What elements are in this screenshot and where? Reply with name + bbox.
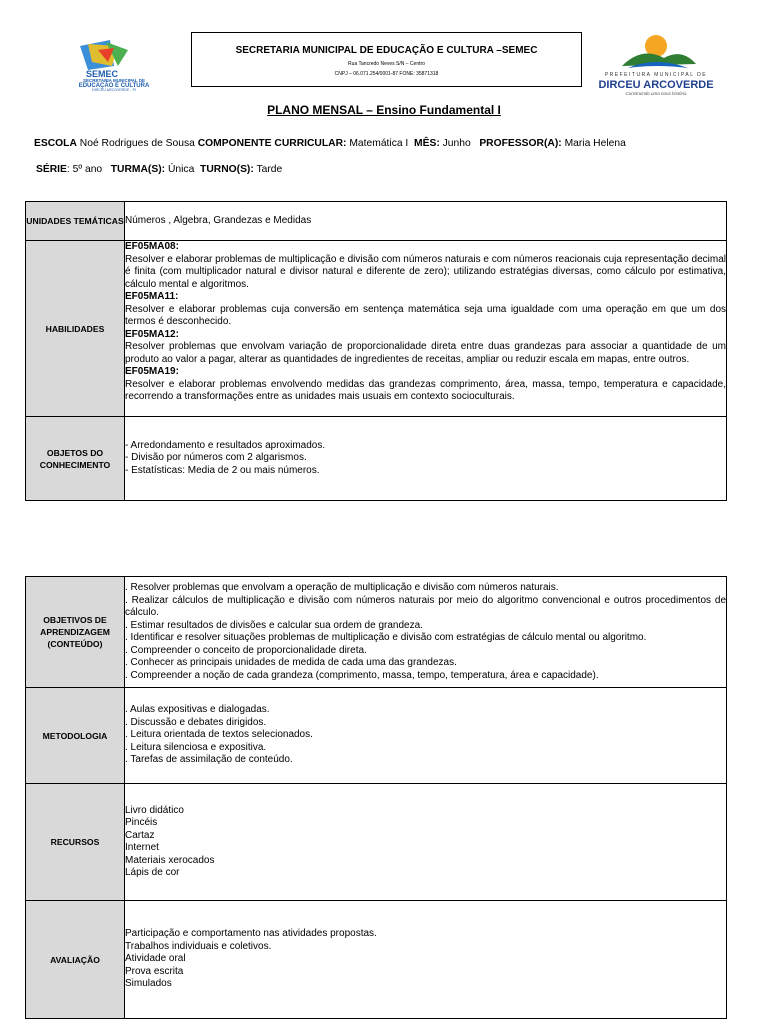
professor-value: Maria Helena <box>564 138 626 149</box>
recurso-item: Cartaz <box>125 829 155 841</box>
secretaria-address: Rua Tancredo Neves S/N – Centro <box>348 61 425 67</box>
info-line-1 <box>34 138 626 149</box>
objetivo-item: . Conhecer as principais unidades de medida de cada uma das grandezas. <box>125 657 457 668</box>
table-habilidades <box>25 201 727 501</box>
habilidade-text: Resolver e elaborar problemas de multiplicação e divisão com números naturais e com números reacionais cuja representação decimal é finita (com multiplicador natural e divisor natural e diferente de zero); utilizando estratégias diversas, como cálculo por estimativa, cálculo mental e algoritmos. <box>125 253 726 290</box>
recurso-item: Materiais xerocados <box>125 854 215 866</box>
escola-value: Noé Rodrigues de Sousa <box>79 138 195 149</box>
habilidade-text: Resolver e elaborar problemas cuja conversão em sentença matemática seja uma igualdade com uma operação em que um dos termos é desconhecido. <box>125 303 726 327</box>
row-habilidades <box>26 241 727 417</box>
avaliacao-item: Simulados <box>125 978 172 990</box>
recurso-item: Pincéis <box>125 817 158 828</box>
serie-label: SÉRIE <box>36 164 67 175</box>
avaliacao-item: Atividade oral <box>125 953 186 965</box>
objetivo-item: . Resolver problemas que envolvam a operação de multiplicação e divisão com números naturais. <box>125 582 559 593</box>
row-recursos <box>26 784 727 901</box>
plan-title: PLANO MENSAL – Ensino Fundamental I <box>267 103 501 117</box>
objeto-item: - Divisão por números com 2 algarismos. <box>125 452 307 464</box>
row-objetos <box>26 417 727 501</box>
info-line-2 <box>36 164 282 175</box>
table-objetivos <box>25 576 727 1019</box>
habilidade-code: EF05MA08: <box>125 241 179 252</box>
metodologia-item: . Leitura orientada de textos selecionados. <box>125 729 313 740</box>
avaliacao-item: Trabalhos individuais e coletivos. <box>125 940 272 952</box>
prefeitura-logo <box>592 32 720 102</box>
objetos-label: OBJETOS DO CONHECIMENTO <box>26 417 125 501</box>
recurso-item: Livro didático <box>125 804 184 816</box>
prefeitura-logo-name: DIRCEU ARCOVERDE <box>598 79 714 91</box>
objetivo-item: . Realizar cálculos de multiplicação e divisão com números naturais por meio do algoritmo convencional e outros procedimentos de cálculo. <box>125 594 726 618</box>
row-unidades <box>26 202 727 241</box>
habilidades-label: HABILIDADES <box>26 241 125 417</box>
recurso-item: Lápis de cor <box>125 867 180 878</box>
metodologia-content <box>125 688 727 784</box>
recurso-item: Internet <box>125 842 159 853</box>
objetos-content <box>125 417 727 501</box>
avaliacao-content <box>125 901 727 1019</box>
objetivos-content <box>125 577 727 688</box>
turma-label: TURMA(S): <box>110 164 166 175</box>
metodologia-item: . Aulas expositivas e dialogadas. <box>125 704 270 715</box>
objetivo-item: . Compreender o conceito de proporcionalidade direta. <box>125 644 367 656</box>
componente-label: COMPONENTE CURRICULAR: <box>197 138 347 149</box>
avaliacao-item: Participação e comportamento nas atividades propostas. <box>125 928 377 940</box>
habilidades-content <box>125 241 727 417</box>
metodologia-item: . Discussão e debates dirigidos. <box>125 716 267 728</box>
avaliacao-label: AVALIAÇÃO <box>26 901 125 1019</box>
recursos-label: RECURSOS <box>26 784 125 901</box>
semec-logo-brand: SEMEC <box>86 69 119 79</box>
metodologia-item: . Tarefas de assimilação de conteúdo. <box>125 754 293 765</box>
objetivos-label: OBJETIVOS DE APRENDIZAGEM (CONTEÚDO) <box>26 577 125 688</box>
recursos-content <box>125 784 727 901</box>
habilidade-code: EF05MA11: <box>125 291 179 302</box>
metodologia-item: . Leitura silenciosa e expositiva. <box>125 741 267 753</box>
mes-value: Junho <box>442 138 471 149</box>
secretaria-header-box <box>191 32 582 87</box>
secretaria-title: SECRETARIA MUNICIPAL DE EDUCAÇÃO E CULTURA –SEMEC <box>235 45 538 56</box>
serie-value: : 5º ano <box>66 164 103 175</box>
objetivo-item: . Identificar e resolver situações problemas de multiplicação e divisão com estratégias de cálculo mental ou algoritmo. <box>125 632 647 643</box>
svg-text:PREFEITURA MUNICIPAL DE: PREFEITURA MUNICIPAL DE <box>604 72 708 78</box>
componente-value: Matemática I <box>349 138 409 149</box>
objetivo-item: . Estimar resultados de divisões e calcular sua ordem de grandeza. <box>125 619 423 631</box>
objeto-item: - Estatísticas: Media de 2 ou mais números. <box>125 464 320 476</box>
svg-text:SECRETARIA MUNICIPAL DE: SECRETARIA MUNICIPAL DE <box>82 78 146 83</box>
unidades-label: UNIDADES TEMÁTICAS <box>26 202 125 241</box>
mes-label: MÊS: <box>414 138 440 149</box>
svg-text:Construindo uma nova história: Construindo uma nova história <box>625 91 687 96</box>
objetivo-item: . Compreender a noção de cada grandeza (comprimento, massa, tempo, temperatura, área e capacidade). <box>125 669 599 681</box>
row-objetivos <box>26 577 727 688</box>
row-avaliacao <box>26 901 727 1019</box>
unidades-value: Números , Algebra, Grandezas e Medidas <box>125 202 727 241</box>
habilidade-code: EF05MA19: <box>125 366 179 377</box>
secretaria-cnpj: CNPJ – 06.071.254/0001-87 FONE: 35871318 <box>334 71 439 77</box>
metodologia-label: METODOLOGIA <box>26 688 125 784</box>
professor-label: PROFESSOR(A): <box>479 138 562 149</box>
svg-text:DIRCEU ARCOVERDE - PI: DIRCEU ARCOVERDE - PI <box>92 88 136 92</box>
habilidade-text: Resolver e elaborar problemas envolvendo medidas das grandezas comprimento, área, massa, tempo, temperatura e capacidade, recorrendo a transformações entre as unidades mais usuais em contexto socioculturais. <box>125 378 726 402</box>
turno-value: Tarde <box>256 164 283 175</box>
objeto-item: - Arredondamento e resultados aproximados. <box>125 439 326 451</box>
habilidade-text: Resolver problemas que envolvam variação de proporcionalidade direta entre duas grandezas para associar a quantidade de um produto ao valor a pagar, alterar as quantidades de ingredientes de receitas, ampliar ou reduzir escala em mapas, entre outros. <box>125 341 726 365</box>
habilidade-code: EF05MA12: <box>125 328 179 340</box>
turma-value: Única <box>167 164 195 175</box>
row-metodologia <box>26 688 727 784</box>
turno-label: TURNO(S): <box>200 164 254 175</box>
svg-text:EDUCAÇÃO E CULTURA: EDUCAÇÃO E CULTURA <box>78 83 150 89</box>
escola-label: ESCOLA <box>34 138 77 149</box>
semec-logo <box>58 36 170 92</box>
avaliacao-item: Prova escrita <box>125 965 184 977</box>
